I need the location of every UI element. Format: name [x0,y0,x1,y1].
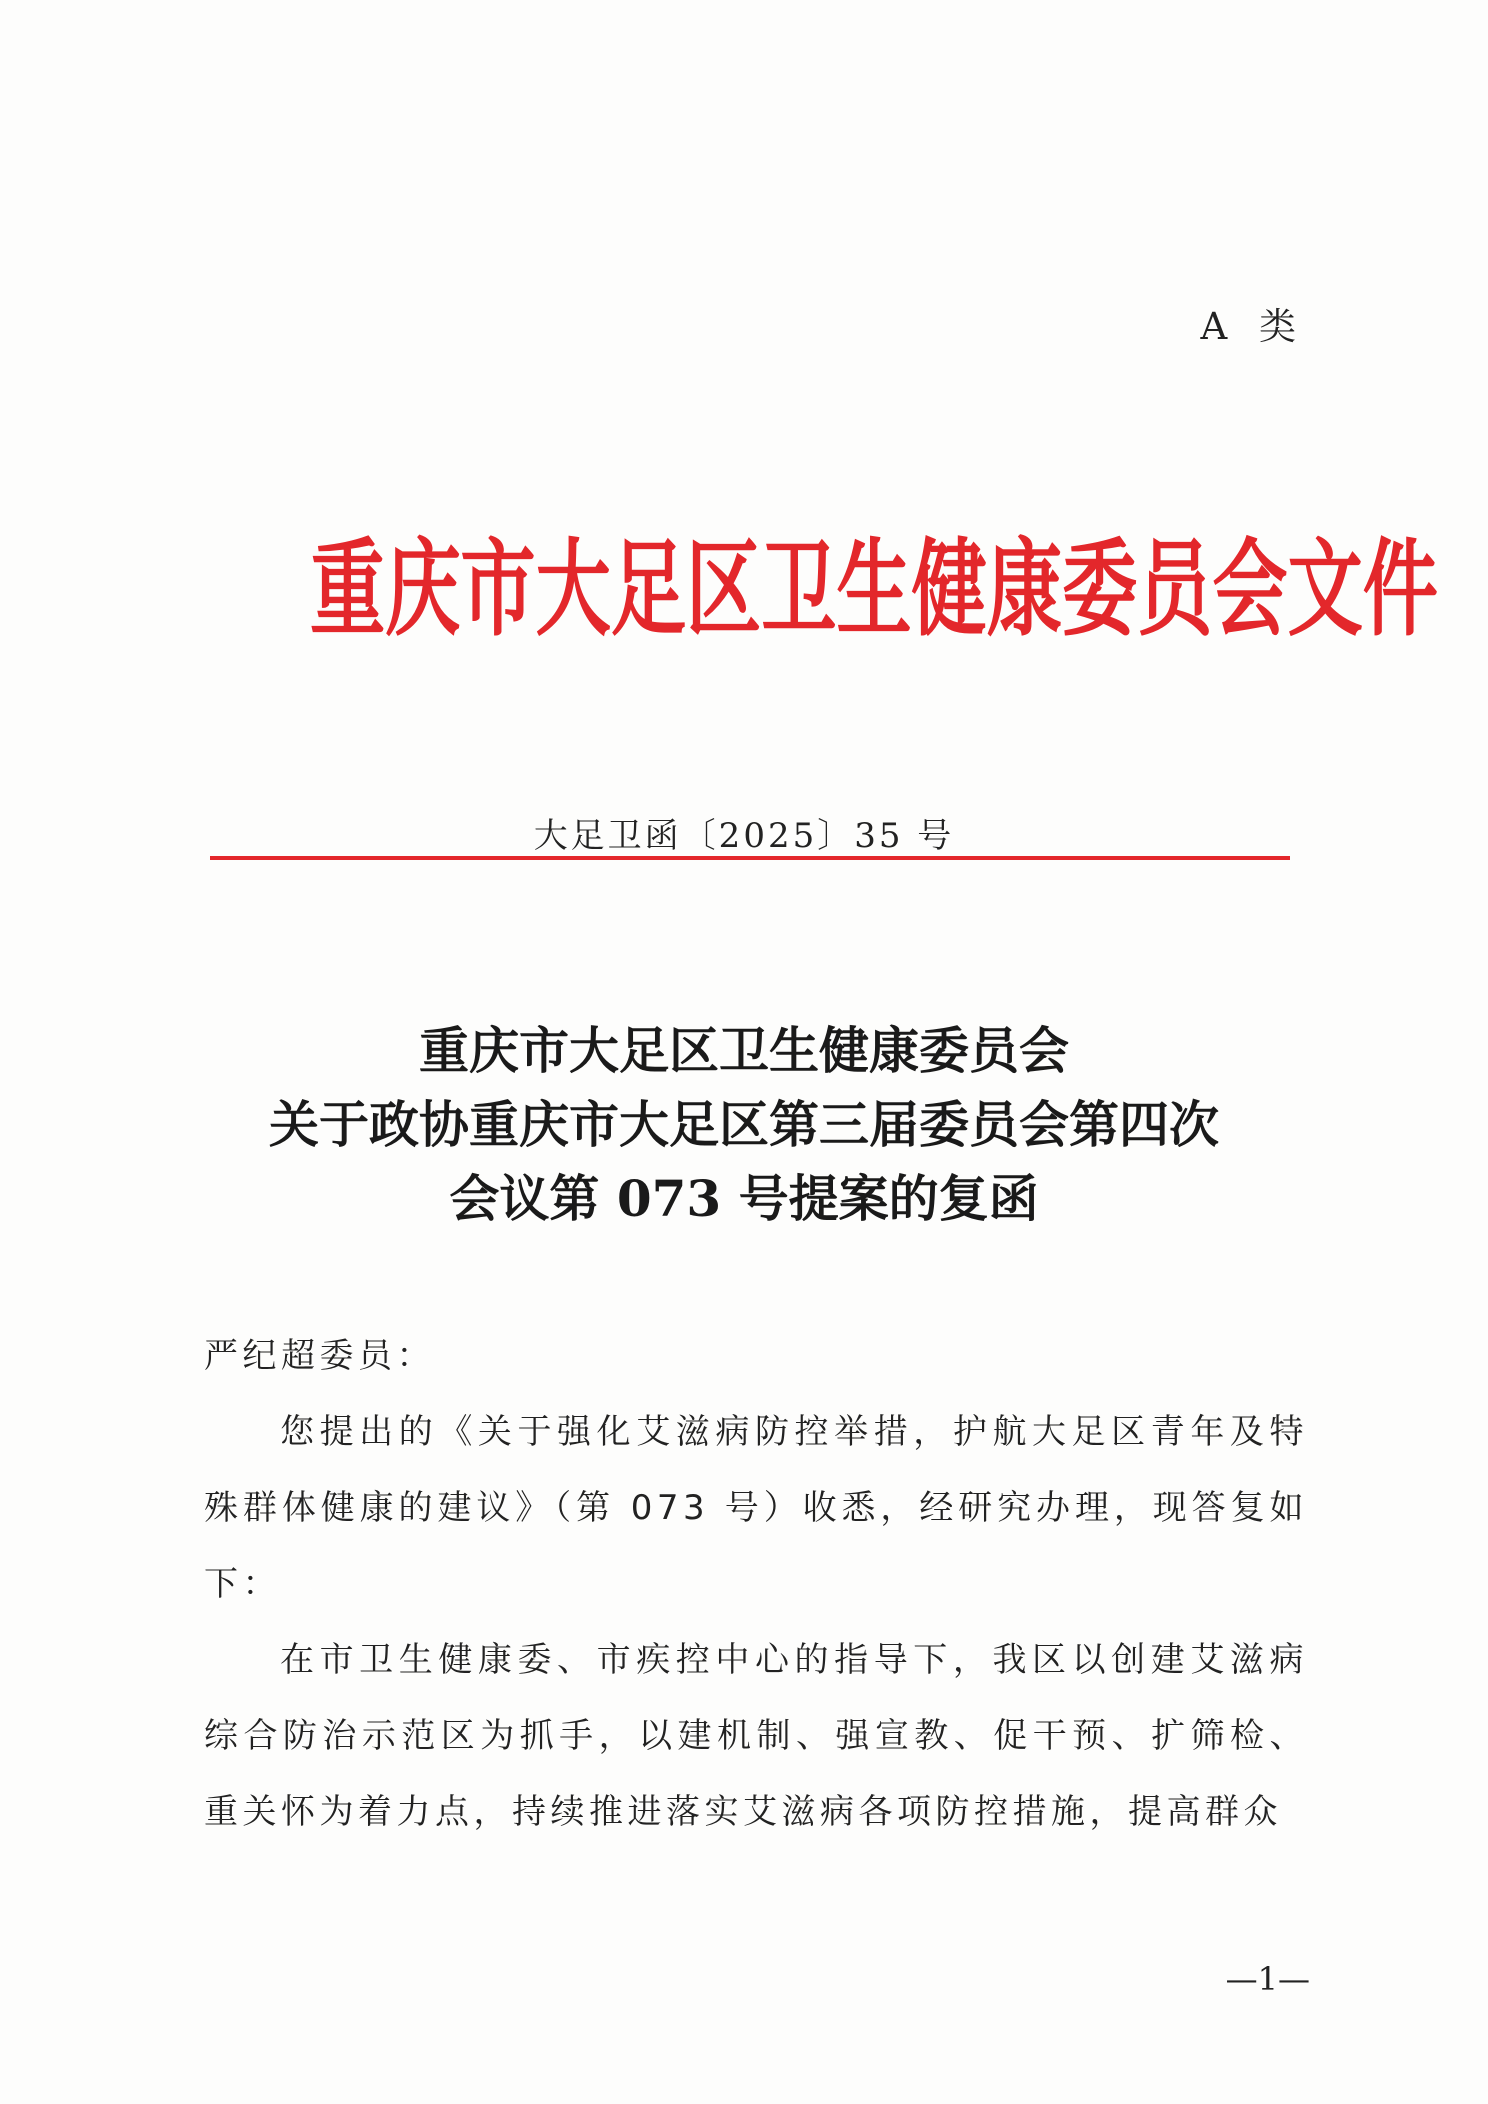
title-line-1: 重庆市大足区卫生健康委员会 [419,1021,1069,1080]
document-body [204,1318,1308,1850]
salutation: 严纪超委员： [204,1336,435,1376]
classification-label: A 类 [1200,305,1306,348]
document-number: 大足卫函〔2025〕35 号 [533,816,955,856]
title-line-3: 会议第 073 号提案的复函 [449,1169,1039,1228]
page-number: —1— [1225,1960,1310,1998]
title-line-2: 关于政协重庆市大足区第三届委员会第四次 [269,1095,1219,1154]
body-paragraph-2: 在市卫生健康委、市疾控中心的指导下，我区以创建艾滋病综合防治示范区为抓手，以建机制、强宣教、促干预、扩筛检、重关怀为着力点，持续推进落实艾滋病各项防控措施，提高群众 [204,1640,1308,1832]
body-paragraph-1: 您提出的《关于强化艾滋病防控举措，护航大足区青年及特殊群体健康的建议》（第 073 号）收悉，经研究办理，现答复如下： [204,1412,1308,1604]
red-divider-line [210,856,1290,860]
masthead-title: 重庆市大足区卫生健康委员会文件 [310,529,1439,652]
document-title [0,1014,1488,1236]
